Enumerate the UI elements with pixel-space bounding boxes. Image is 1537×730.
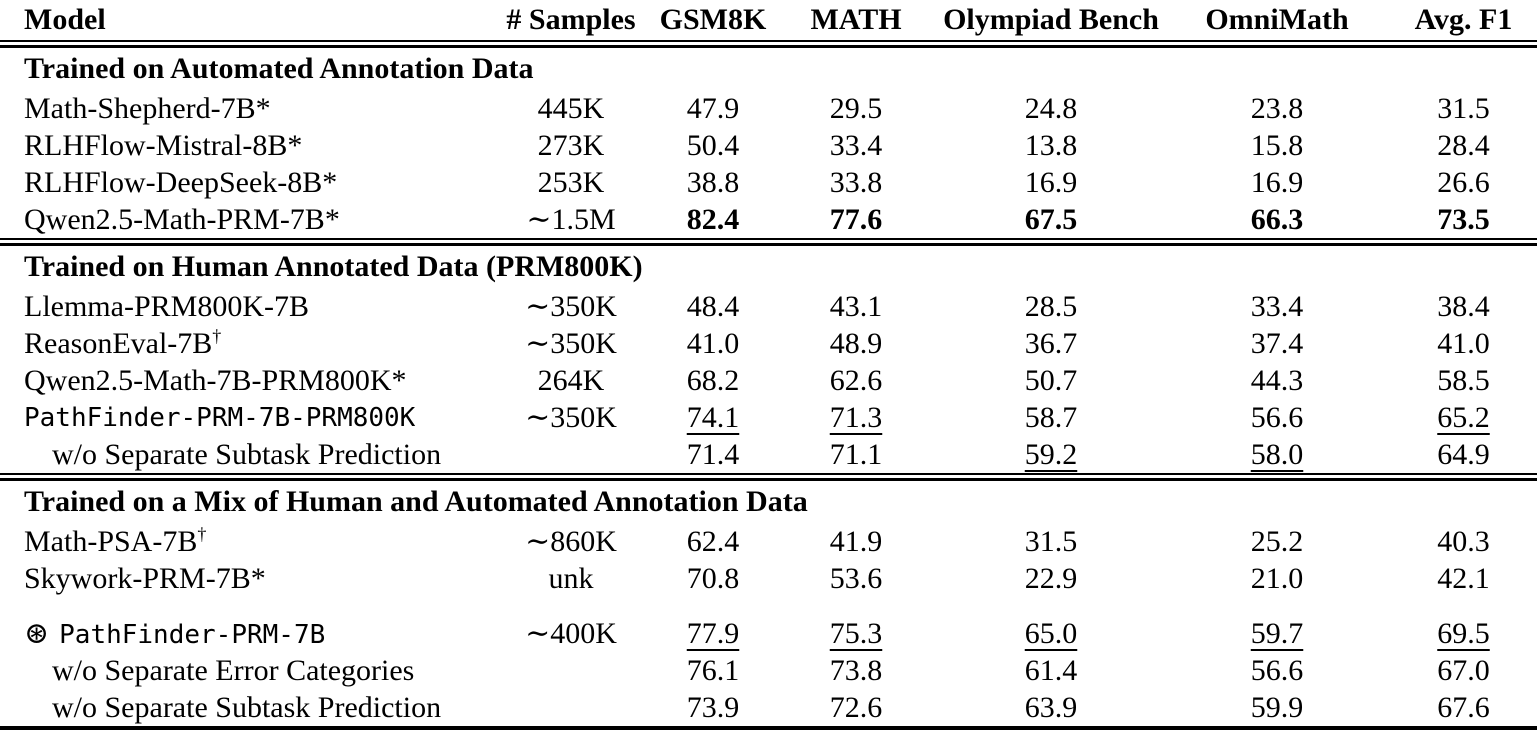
model-cell: Qwen2.5-Math-PRM-7B*	[24, 202, 340, 236]
metric-cell: 58.5	[1437, 363, 1490, 397]
table-row	[0, 201, 1537, 239]
metric-cell: 13.8	[1024, 128, 1078, 162]
metric-cell: 48.9	[829, 326, 883, 360]
metric-cell: 26.6	[1437, 165, 1490, 199]
metric-cell: 41.9	[829, 524, 883, 558]
metric-cell: 28.5	[1024, 289, 1078, 323]
metric-cell: 50.4	[686, 128, 740, 162]
metric-cell: 36.7	[1024, 326, 1078, 360]
circled-asterisk-icon: ⊛	[24, 617, 50, 650]
column-header-model: Model	[24, 3, 106, 36]
metric-cell: 73.8	[829, 653, 883, 687]
section-title: Trained on Human Annotated Data (PRM800K)	[24, 250, 643, 283]
column-header-gsm8k: GSM8K	[659, 3, 767, 36]
metric-cell: 42.1	[1437, 561, 1490, 595]
metric-cell: 65.2	[1437, 400, 1490, 434]
metric-cell: 21.0	[1250, 561, 1304, 595]
metric-cell: 62.4	[686, 524, 740, 558]
samples-cell	[490, 652, 652, 689]
table-row	[0, 560, 1537, 597]
samples-cell: ∼350K	[525, 290, 617, 323]
model-cell	[0, 523, 490, 560]
metric-cell: 67.6	[1437, 690, 1490, 724]
table-row	[0, 689, 1537, 728]
metric-cell: 77.9	[686, 616, 740, 650]
samples-cell	[490, 689, 652, 728]
metric-cell: 73.5	[1437, 202, 1490, 236]
metric-cell: 67.0	[1437, 653, 1490, 687]
metric-cell: 77.6	[829, 202, 883, 236]
metric-cell: 75.3	[829, 616, 883, 650]
metric-cell: 37.4	[1250, 326, 1304, 360]
section-title: Trained on a Mix of Human and Automated Annotation Data	[24, 485, 808, 518]
metric-cell: 63.9	[1024, 690, 1078, 724]
section-header-automated	[0, 47, 1537, 91]
metric-cell: 62.6	[829, 363, 883, 397]
table-row	[0, 325, 1537, 362]
metric-cell: 53.6	[829, 561, 883, 595]
metric-cell: 74.1	[686, 400, 740, 434]
samples-cell: ∼350K	[525, 327, 617, 360]
metric-cell: 33.4	[1250, 289, 1304, 323]
section-header-human	[0, 245, 1537, 289]
model-name: Math-PSA-7B	[24, 524, 198, 558]
model-cell: RLHFlow-DeepSeek-8B*	[24, 165, 338, 199]
samples-cell: ∼400K	[525, 617, 617, 650]
metric-cell: 76.1	[686, 653, 740, 687]
table-row	[0, 127, 1537, 164]
metric-cell: 66.3	[1250, 202, 1304, 236]
model-cell	[0, 597, 490, 652]
metric-cell: 29.5	[829, 91, 883, 125]
metric-cell: 44.3	[1250, 363, 1304, 397]
metric-cell: 56.6	[1250, 400, 1304, 434]
metric-cell: 59.7	[1250, 616, 1304, 650]
table-row	[0, 362, 1537, 399]
metric-cell: 33.8	[829, 165, 883, 199]
dagger-marker: †	[212, 325, 222, 346]
column-header-omnimath: OmniMath	[1205, 3, 1349, 36]
table-row	[0, 523, 1537, 560]
section-title: Trained on Automated Annotation Data	[24, 52, 534, 85]
metric-cell: 16.9	[1250, 165, 1304, 199]
samples-cell: ∼1.5M	[526, 203, 616, 236]
model-cell: RLHFlow-Mistral-8B*	[24, 128, 303, 162]
metric-cell: 65.0	[1024, 616, 1078, 650]
metric-cell: 69.5	[1437, 616, 1490, 650]
metric-cell: 31.5	[1437, 91, 1490, 125]
samples-cell: 273K	[537, 128, 605, 162]
model-name: ReasonEval-7B	[24, 326, 213, 360]
model-cell: Skywork-PRM-7B*	[24, 561, 266, 595]
metric-cell: 24.8	[1024, 91, 1078, 125]
column-header-olympiad-bench: Olympiad Bench	[943, 3, 1159, 36]
column-header-samples: # Samples	[506, 3, 636, 36]
metric-cell: 38.4	[1437, 289, 1490, 323]
metric-cell: 56.6	[1250, 653, 1304, 687]
metric-cell: 72.6	[829, 690, 883, 724]
samples-cell: unk	[548, 561, 594, 595]
table-row	[0, 436, 1537, 474]
metric-cell: 41.0	[1437, 326, 1490, 360]
metric-cell: 50.7	[1024, 363, 1078, 397]
metric-cell: 40.3	[1437, 524, 1490, 558]
metric-cell: 73.9	[686, 690, 740, 724]
samples-cell: 264K	[537, 363, 605, 397]
model-name: PathFinder-PRM-7B	[59, 620, 326, 650]
metric-cell: 33.4	[829, 128, 883, 162]
samples-cell	[490, 436, 652, 474]
dagger-marker: †	[197, 523, 207, 544]
metric-cell: 58.7	[1024, 400, 1078, 434]
model-cell: PathFinder-PRM-7B-PRM800K	[24, 402, 416, 433]
metric-cell: 15.8	[1250, 128, 1304, 162]
metric-cell: 59.2	[1024, 437, 1078, 471]
metric-cell: 68.2	[686, 363, 740, 397]
table-row-pathfinder-main	[0, 597, 1537, 652]
metric-cell: 41.0	[686, 326, 740, 360]
metric-cell: 71.1	[829, 437, 883, 471]
metric-cell: 23.8	[1250, 91, 1304, 125]
metric-cell: 70.8	[686, 561, 740, 595]
metric-cell: 31.5	[1024, 524, 1078, 558]
table-row	[0, 164, 1537, 201]
header-row	[0, 0, 1537, 41]
table-row	[0, 652, 1537, 689]
table-row	[0, 90, 1537, 127]
metric-cell: 67.5	[1024, 202, 1078, 236]
metric-cell: 28.4	[1437, 128, 1490, 162]
column-header-math: MATH	[810, 3, 902, 36]
table-row	[0, 399, 1537, 436]
metric-cell: 64.9	[1437, 437, 1490, 471]
metric-cell: 47.9	[686, 91, 740, 125]
metric-cell: 22.9	[1024, 561, 1078, 595]
metric-cell: 25.2	[1250, 524, 1304, 558]
samples-cell: ∼350K	[525, 401, 617, 434]
model-cell: w/o Separate Subtask Prediction	[52, 690, 442, 724]
metric-cell: 71.4	[686, 437, 740, 471]
model-cell: w/o Separate Subtask Prediction	[52, 437, 442, 471]
metric-cell: 43.1	[829, 289, 883, 323]
column-header-avg-f1: Avg. F1	[1414, 3, 1513, 36]
metric-cell: 58.0	[1250, 437, 1304, 471]
metric-cell: 71.3	[829, 400, 883, 434]
samples-cell: 253K	[537, 165, 605, 199]
metric-cell: 38.8	[686, 165, 740, 199]
model-cell: Qwen2.5-Math-7B-PRM800K*	[24, 363, 407, 397]
model-cell	[0, 325, 490, 362]
section-header-mix	[0, 480, 1537, 524]
metric-cell: 59.9	[1250, 690, 1304, 724]
metric-cell: 16.9	[1024, 165, 1078, 199]
model-cell: Math-Shepherd-7B*	[24, 91, 271, 125]
metric-cell: 61.4	[1024, 653, 1078, 687]
metric-cell: 82.4	[686, 202, 740, 236]
samples-cell: ∼860K	[525, 525, 617, 558]
table-row	[0, 288, 1537, 325]
metric-cell: 48.4	[686, 289, 740, 323]
model-cell: Llemma-PRM800K-7B	[24, 289, 309, 323]
model-cell: w/o Separate Error Categories	[52, 653, 415, 687]
samples-cell: 445K	[537, 91, 605, 125]
